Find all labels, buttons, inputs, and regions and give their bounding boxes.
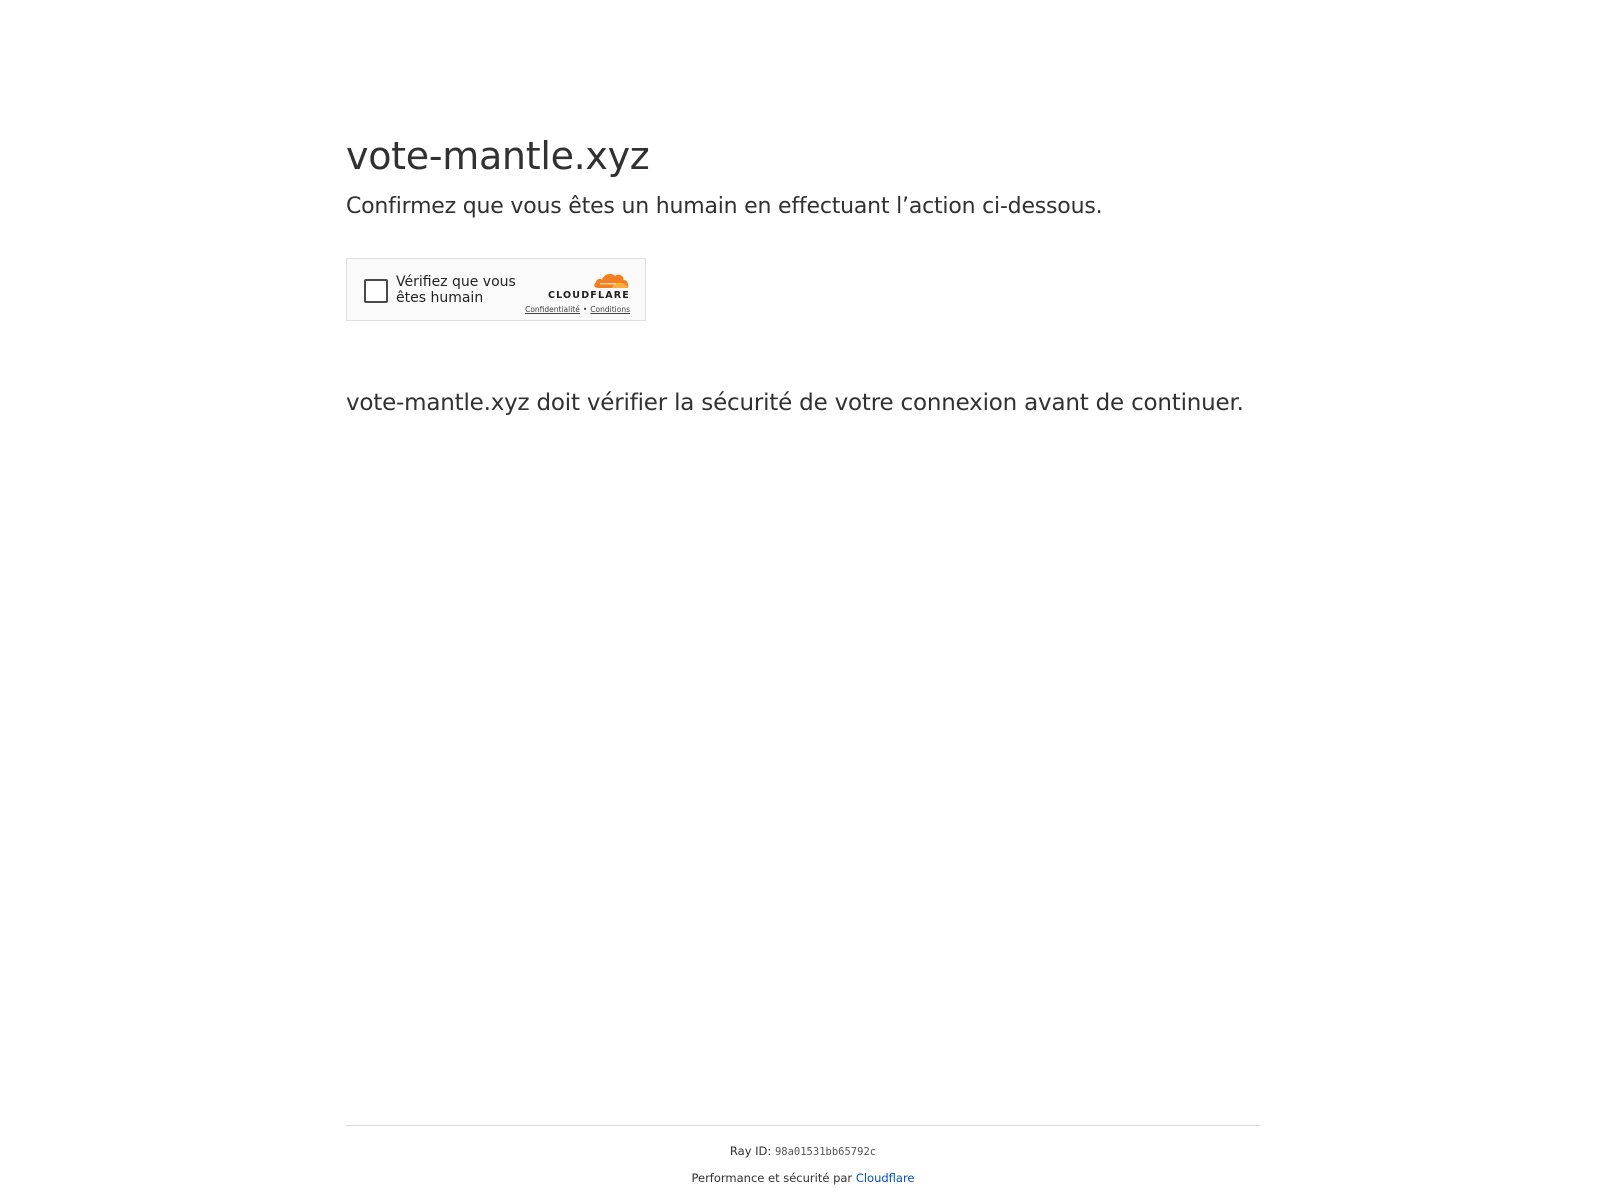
privacy-link[interactable]: Confidentialité xyxy=(525,305,580,314)
footer xyxy=(346,1125,1260,1186)
ray-id-line xyxy=(346,1143,1260,1160)
ray-id-label: Ray ID: xyxy=(729,1144,772,1158)
main-content xyxy=(346,132,1266,416)
page-title: vote-mantle.xyz xyxy=(346,134,650,178)
verify-label: Vérifiez que vous êtes humain xyxy=(396,274,516,306)
performance-text: Performance et sécurité par xyxy=(691,1171,853,1185)
cloudflare-cloud-icon xyxy=(592,270,630,290)
page-subtitle: Confirmez que vous êtes un humain en effectuant l’action ci-dessous. xyxy=(346,194,1103,219)
terms-link[interactable]: Conditions xyxy=(590,305,630,314)
security-info-text: vote-mantle.xyz doit vérifier la sécurité de votre connexion avant de continuer. xyxy=(346,390,1244,416)
widget-links xyxy=(525,305,630,314)
verify-checkbox[interactable] xyxy=(364,279,388,303)
link-separator: • xyxy=(582,305,588,314)
performance-line xyxy=(346,1170,1260,1186)
turnstile-widget xyxy=(346,258,646,321)
cloudflare-link[interactable]: Cloudflare xyxy=(855,1171,915,1185)
ray-id-value: 98a01531bb65792c xyxy=(774,1146,877,1158)
cloudflare-wordmark: CLOUDFLARE xyxy=(547,290,630,301)
